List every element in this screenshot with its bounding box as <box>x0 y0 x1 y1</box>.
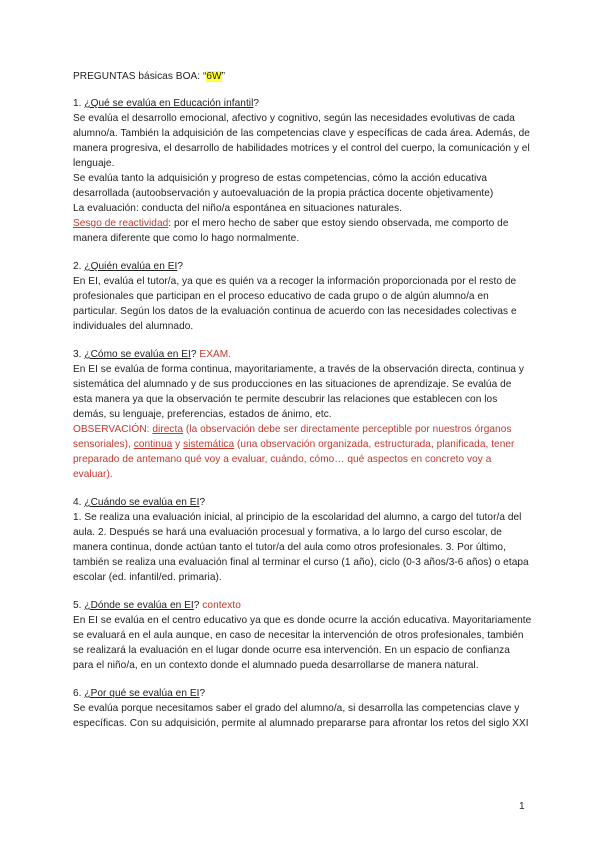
observation-note <box>73 422 533 482</box>
question-mark: ? <box>177 261 184 272</box>
question-text: ¿Qué se evalúa en Educación infantil <box>84 98 254 109</box>
question-mark: ? <box>253 98 260 109</box>
question-3 <box>73 347 533 362</box>
question-2 <box>73 259 533 274</box>
title-highlight: 6W <box>206 71 222 82</box>
question-4 <box>73 495 533 510</box>
paragraph: En EI se evalúa en el centro educativo ya que es donde ocurre la acción educativa. Mayoritariamente se evaluará en el aula aunque, en caso de necesitar la intervención de otros profesionales, también se realizará la evaluación en el lugar donde ocurre esa intervención. En un espacio de confianza para el niño/a, en un contexto donde el alumnado pueda desarrollarse de manera natural. <box>73 615 532 671</box>
question-mark: ? <box>199 688 206 699</box>
question-number: 2. <box>73 261 85 272</box>
section-5 <box>73 598 533 673</box>
question-number: 1. <box>73 98 85 109</box>
question-number: 6. <box>73 688 85 699</box>
reactivity-term: Sesgo de reactividad <box>73 218 169 229</box>
question-1 <box>73 96 533 111</box>
observation-term-sistematica: sistemática <box>183 439 235 450</box>
paragraph: Se evalúa el desarrollo emocional, afectivo y cognitivo, según las necesidades evolutivas de cada alumno/a. También la adquisición de las competencias clave y específicas de cada área. Además, de manera progresiva, el desarrollo de habilidades motrices y el control del cuerpo, la comunicación y el lenguaje. <box>73 113 530 169</box>
section-6 <box>73 686 533 731</box>
paragraph: La evaluación: conducta del niño/a espontánea en situaciones naturales. <box>73 203 403 214</box>
exam-tag: EXAM. <box>196 349 232 360</box>
observation-and: y <box>172 439 184 450</box>
question-6 <box>73 686 533 701</box>
observation-label: OBSERVACIÓN: <box>73 424 153 435</box>
question-number: 5. <box>73 600 85 611</box>
question-mark: ? <box>193 600 200 611</box>
reactivity-note <box>73 216 533 246</box>
title-suffix: ” <box>221 71 226 82</box>
paragraph: Se evalúa porque necesitamos saber el grado del alumno/a, si desarrolla las competencias clave y específicas. Con su adquisición, permite al alumnado prepararse para afrontar los retos del siglo XXI <box>73 703 529 729</box>
question-mark: ? <box>190 349 197 360</box>
observation-desc: (la observación debe ser directamente perceptible por nuestros órganos sensoriales), <box>73 424 512 450</box>
paragraph: Se evalúa tanto la adquisición y progreso de estas competencias, cómo la acción educativa desarrollada (autoobservación y autoevaluación de la propia práctica docente objetivamente) <box>73 173 494 199</box>
question-text: ¿Cómo se evalúa en EI <box>84 349 191 360</box>
paragraph: 1. Se realiza una evaluación inicial, al principio de la escolaridad del alumno, a cargo del tutor/a del aula. 2. Después se hará una evaluación procesual y formativa, a lo largo del curso escolar, de manera continua, donde actúan tanto el tutor/a del aula como otros profesionales. 3. Por último, también se realiza una evaluación final al terminar el curso (1 año), ciclo (0-3 años/3-6 años) o etapa escolar (ed. infantil/ed. primaria). <box>73 512 529 583</box>
paragraph: En EI, evalúa el tutor/a, ya que es quién va a recoger la información proporcionada por el resto de profesionales que participan en el proceso educativo de cada grupo o de algún alumno/a en particular. Según los datos de la evaluación continua de acuerdo con las necesidades colectivas e individuales del alumnado. <box>73 276 517 332</box>
observation-desc: (una observación organizada, estructurada, planificada, tener preparado de antemano qué voy a evaluar, cuándo, cómo… qué aspectos en concreto voy a evaluar). <box>73 439 515 480</box>
question-5 <box>73 598 533 613</box>
question-text: ¿Cuándo se evalúa en EI <box>84 497 200 508</box>
question-text: ¿Dónde se evalúa en EI <box>84 600 194 611</box>
title-prefix: PREGUNTAS básicas BOA: “ <box>73 71 207 82</box>
question-number: 4. <box>73 497 85 508</box>
document-title <box>73 69 533 84</box>
reactivity-text: : por el mero hecho de saber que estoy siendo observada, me comporto de manera diferente que como lo hago normalmente. <box>73 218 509 244</box>
context-tag: contexto <box>199 600 241 611</box>
section-4 <box>73 495 533 585</box>
observation-term-continua: continua <box>133 439 173 450</box>
section-3 <box>73 347 533 482</box>
question-text: ¿Quién evalúa en EI <box>84 261 178 272</box>
paragraph: En EI se evalúa de forma continua, mayoritariamente, a través de la observación directa, continua y sistemática del alumnado y de sus producciones en las situaciones de aprendizaje. Se evalúa de esta manera ya que la observación te permite descubrir las relaciones que establecen con los demás, su lenguaje, preferencias, estados de ánimo, etc. <box>73 364 524 420</box>
document-body <box>73 69 533 744</box>
question-number: 3. <box>73 349 85 360</box>
observation-term-directa: directa <box>152 424 184 435</box>
page-number: 1 <box>519 801 525 812</box>
question-mark: ? <box>199 497 206 508</box>
section-1 <box>73 96 533 246</box>
section-2 <box>73 259 533 334</box>
question-text: ¿Por qué se evalúa en EI <box>84 688 200 699</box>
